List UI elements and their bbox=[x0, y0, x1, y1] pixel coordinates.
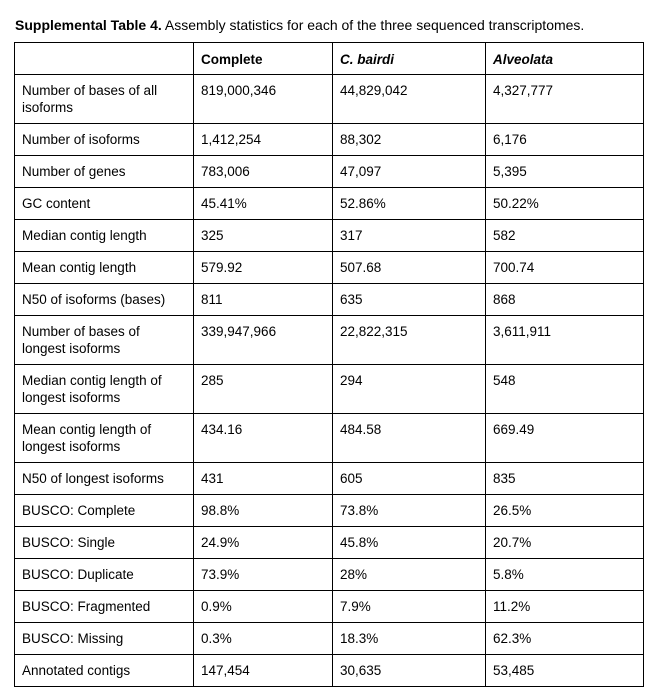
value-cell: 669.49 bbox=[486, 414, 644, 463]
table-row bbox=[15, 252, 644, 284]
row-label: Number of genes bbox=[15, 156, 194, 188]
value-cell: 868 bbox=[486, 284, 644, 316]
value-cell: 98.8% bbox=[194, 495, 333, 527]
header-cell-alveolata: Alveolata bbox=[486, 43, 644, 75]
value-cell: 582 bbox=[486, 220, 644, 252]
value-cell: 24.9% bbox=[194, 527, 333, 559]
value-cell: 0.3% bbox=[194, 623, 333, 655]
table-row bbox=[15, 655, 644, 687]
table-row bbox=[15, 124, 644, 156]
value-cell: 28% bbox=[333, 559, 486, 591]
value-cell: 73.8% bbox=[333, 495, 486, 527]
value-cell: 294 bbox=[333, 365, 486, 414]
value-cell: 73.9% bbox=[194, 559, 333, 591]
value-cell: 47,097 bbox=[333, 156, 486, 188]
value-cell: 484.58 bbox=[333, 414, 486, 463]
header-cell-complete: Complete bbox=[194, 43, 333, 75]
row-label: BUSCO: Single bbox=[15, 527, 194, 559]
row-label: BUSCO: Duplicate bbox=[15, 559, 194, 591]
table-row bbox=[15, 316, 644, 365]
row-label: N50 of isoforms (bases) bbox=[15, 284, 194, 316]
table-row bbox=[15, 591, 644, 623]
value-cell: 5.8% bbox=[486, 559, 644, 591]
value-cell: 6,176 bbox=[486, 124, 644, 156]
value-cell: 4,327,777 bbox=[486, 75, 644, 124]
table-row bbox=[15, 495, 644, 527]
row-label: Median contig length of longest isoforms bbox=[15, 365, 194, 414]
value-cell: 811 bbox=[194, 284, 333, 316]
table-row bbox=[15, 527, 644, 559]
value-cell: 434.16 bbox=[194, 414, 333, 463]
value-cell: 7.9% bbox=[333, 591, 486, 623]
value-cell: 88,302 bbox=[333, 124, 486, 156]
table-row bbox=[15, 220, 644, 252]
value-cell: 45.41% bbox=[194, 188, 333, 220]
table-row bbox=[15, 365, 644, 414]
value-cell: 819,000,346 bbox=[194, 75, 333, 124]
table-row bbox=[15, 75, 644, 124]
value-cell: 44,829,042 bbox=[333, 75, 486, 124]
row-label: Mean contig length of longest isoforms bbox=[15, 414, 194, 463]
value-cell: 11.2% bbox=[486, 591, 644, 623]
value-cell: 431 bbox=[194, 463, 333, 495]
caption-text: Assembly statistics for each of the three sequenced transcriptomes. bbox=[161, 17, 585, 33]
value-cell: 5,395 bbox=[486, 156, 644, 188]
value-cell: 548 bbox=[486, 365, 644, 414]
value-cell: 339,947,966 bbox=[194, 316, 333, 365]
table-row bbox=[15, 284, 644, 316]
value-cell: 507.68 bbox=[333, 252, 486, 284]
row-label: Mean contig length bbox=[15, 252, 194, 284]
value-cell: 635 bbox=[333, 284, 486, 316]
table-row bbox=[15, 623, 644, 655]
header-cell-empty bbox=[15, 43, 194, 75]
value-cell: 52.86% bbox=[333, 188, 486, 220]
table-row bbox=[15, 559, 644, 591]
value-cell: 317 bbox=[333, 220, 486, 252]
value-cell: 22,822,315 bbox=[333, 316, 486, 365]
caption-label: Supplemental Table 4. bbox=[15, 17, 162, 33]
table-row bbox=[15, 188, 644, 220]
row-label: N50 of longest isoforms bbox=[15, 463, 194, 495]
row-label: Median contig length bbox=[15, 220, 194, 252]
value-cell: 26.5% bbox=[486, 495, 644, 527]
row-label: Number of isoforms bbox=[15, 124, 194, 156]
value-cell: 3,611,911 bbox=[486, 316, 644, 365]
value-cell: 30,635 bbox=[333, 655, 486, 687]
header-cell-c-bairdi: C. bairdi bbox=[333, 43, 486, 75]
value-cell: 20.7% bbox=[486, 527, 644, 559]
value-cell: 53,485 bbox=[486, 655, 644, 687]
value-cell: 45.8% bbox=[333, 527, 486, 559]
value-cell: 325 bbox=[194, 220, 333, 252]
row-label: Number of bases of all isoforms bbox=[15, 75, 194, 124]
value-cell: 50.22% bbox=[486, 188, 644, 220]
value-cell: 700.74 bbox=[486, 252, 644, 284]
value-cell: 605 bbox=[333, 463, 486, 495]
value-cell: 1,412,254 bbox=[194, 124, 333, 156]
value-cell: 783,006 bbox=[194, 156, 333, 188]
value-cell: 0.9% bbox=[194, 591, 333, 623]
row-label: BUSCO: Complete bbox=[15, 495, 194, 527]
value-cell: 285 bbox=[194, 365, 333, 414]
table-row bbox=[15, 156, 644, 188]
table-row bbox=[15, 414, 644, 463]
table-row bbox=[15, 463, 644, 495]
row-label: Annotated contigs bbox=[15, 655, 194, 687]
row-label: BUSCO: Missing bbox=[15, 623, 194, 655]
row-label: BUSCO: Fragmented bbox=[15, 591, 194, 623]
value-cell: 579.92 bbox=[194, 252, 333, 284]
row-label: Number of bases of longest isoforms bbox=[15, 316, 194, 365]
row-label: GC content bbox=[15, 188, 194, 220]
value-cell: 18.3% bbox=[333, 623, 486, 655]
value-cell: 62.3% bbox=[486, 623, 644, 655]
value-cell: 835 bbox=[486, 463, 644, 495]
value-cell: 147,454 bbox=[194, 655, 333, 687]
header-row bbox=[15, 43, 644, 75]
table-caption bbox=[15, 17, 645, 34]
assembly-stats-table bbox=[14, 42, 644, 687]
table-body bbox=[15, 75, 644, 687]
